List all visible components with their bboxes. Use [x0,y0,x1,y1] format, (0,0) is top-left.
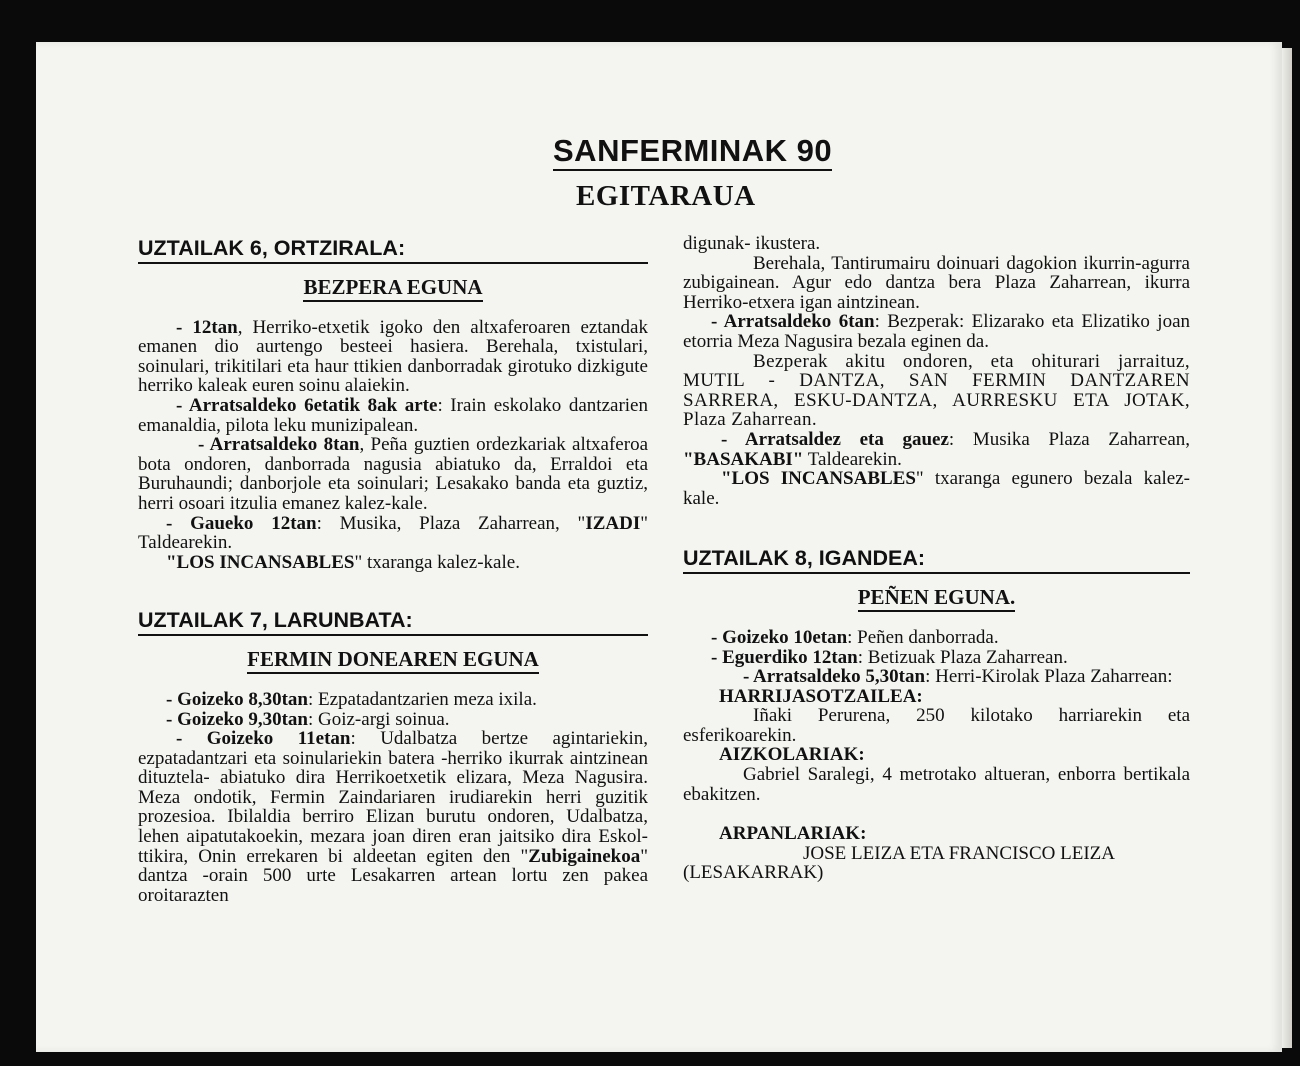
paragraph: Berehala, Tantirumairu doinuari dagokion ikurrin-agurra zubigainean. Agur edo dantza bera Plaza Zaharrean, ikurra Herriko-etxera igan aintzinean. [683,252,1190,313]
time-label: - Goizeko 11etan [176,728,351,750]
paragraph [683,628,1190,648]
time-label: - Arratsaldeko 6tan [711,311,875,333]
day-title [683,585,1190,610]
paragraph: Iñaki Perurena, 250 kilotako harriarekin eta esferikoarekin. [683,705,1190,746]
day-title [138,647,648,672]
paragraph-text: : Herri-Kirolak Plaza Zaharrean: [925,666,1173,688]
dance-name: Zubigainekoa [528,845,641,867]
paragraph: digunak- ikustera. [683,233,821,254]
paragraph [138,435,648,513]
paragraph-text: : Udalbatza bertze agintariekin, ezpatadantzari eta soinulariekin batera -herriko ikurrak aintzinean dituztela- abiatuko dira Herrikoetxetik elizara, Meza Nagusira. Meza ondotik, Fermin Zaindariaren irudiarekin herri guzitik prozesioa. Ibilaldia berriro Elizan burutu ondoren, Udalbatza, lehen aipatutakoekin, mezara joan diren eran jaitsiko dira Eskol-ttikira, Onin errekaren bi aldeetan egiten den " [138,728,648,867]
time-label: - Eguerdiko 12tan [711,646,858,668]
time-label: - Arratsaldeko 5,30tan [743,666,926,688]
paragraph [138,553,648,573]
paragraph [683,430,1190,469]
paragraph-text: : Irain eskolako dantzarien emanaldia, pilota leku munizipalean. [138,394,648,436]
paragraph [683,312,1190,351]
paragraph-text: " Taldearekin. [138,512,648,554]
paragraph-text: , Herriko-etxetik igoko den altxaferoaren eztandak emanen dio aurtengo besteei hasiera. Berehala, txistulari, soinulari, trikitilari eta haur ttikien danborradak girotuko dizkigute herriko kaleak euren soinu alaiekin. [138,316,648,397]
time-label: - Arratsaldeko 8tan [198,434,360,456]
page-title: SANFERMINAK 90 [553,134,832,171]
paragraph-text: Taldearekin. [803,448,902,470]
paragraph-text: : Musika, Plaza Zaharrean, " [316,512,586,534]
paragraph: Bezperak akitu ondoren, eta ohiturari jarraituz, MUTIL - DANTZA, SAN FERMIN DANTZAREN SARRERA, ESKU-DANTZA, AURRESKU ETA JOTAK, Plaza Zaharrean. [683,350,1190,431]
time-label: - 12tan [176,316,238,338]
paragraph: Gabriel Saralegi, 4 metrotako altueran, enborra bertikala ebakitzen. [683,764,1190,805]
day-title [138,275,648,299]
event-subheading: HARRIJASOTZAILEA: [719,685,923,707]
day-title-text: PEÑEN EGUNA. [858,585,1016,612]
time-label: - Arratsaldeko 6etatik 8ak arte [176,394,438,416]
paragraph-text: : Bezperak: Elizarako eta Elizatiko joan etorria Meza Nagusira bezala eginen da. [683,311,1191,352]
time-label: - Goizeko 10etan [711,626,848,648]
paragraph [683,667,1190,687]
paragraph-text: : Betizuak Plaza Zaharrean. [857,646,1068,668]
paragraph [683,469,1190,508]
day-heading: UZTAILAK 8, IGANDEA: [683,546,1190,574]
day-title-text: FERMIN DONEAREN EGUNA [247,647,539,674]
group-name: IZADI [585,512,641,534]
day-heading: UZTAILAK 6, ORTZIRALA: [138,236,648,264]
left-column [138,236,648,905]
day-heading: UZTAILAK 7, LARUNBATA: [138,608,648,636]
paragraph: JOSE LEIZA ETA FRANCISCO LEIZA (LESAKARRAK) [683,842,1114,884]
event-subheading: ARPANLARIAK: [719,823,867,845]
group-name: "LOS INCANSABLES [721,468,916,490]
paragraph-text: " dantza -orain 500 urte Lesakarren artean lortu zen pakea oroitarazten [138,845,648,906]
paragraph-text: " txaranga egunero bezala kalez-kale. [683,468,1190,509]
paragraph [138,396,648,435]
time-label: - Goizeko 9,30tan [166,708,308,730]
paragraph-text: : Peñen danborrada. [847,626,999,648]
paragraph-text: : Goiz-argi soinua. [307,708,450,730]
paragraph-text: , Peña guztien ordezkariak altxaferoa bota ondoren, danborrada nagusia abiatuko da, Erraldoi eta Buruhaundi; danborjole eta soinulari; Lesakako banda eta guztiz, herri osoari itzulia emanez kalez-kale. [138,434,649,514]
group-name: "BASAKABI" [683,448,804,470]
time-label: - Gaueko 12tan [166,512,317,534]
paragraph-text: : Musika Plaza Zaharrean, [948,428,1191,450]
paragraph [138,710,648,730]
paragraph [683,648,1190,668]
paragraph [138,690,648,710]
paragraph-text: : Ezpatadantzarien meza ixila. [307,688,537,710]
paragraph-text: " txaranga kalez-kale. [354,551,520,573]
paragraph [138,729,648,905]
paragraph [138,318,648,396]
group-name: "LOS INCANSABLES [166,551,355,573]
time-label: - Goizeko 8,30tan [166,688,308,710]
paragraph [138,514,648,553]
page-subtitle: EGITARAUA [576,180,756,212]
right-column [683,234,1190,883]
time-label: - Arratsaldez eta gauez [721,428,949,450]
event-subheading: AIZKOLARIAK: [719,744,865,766]
day-title-text: BEZPERA EGUNA [303,275,482,302]
